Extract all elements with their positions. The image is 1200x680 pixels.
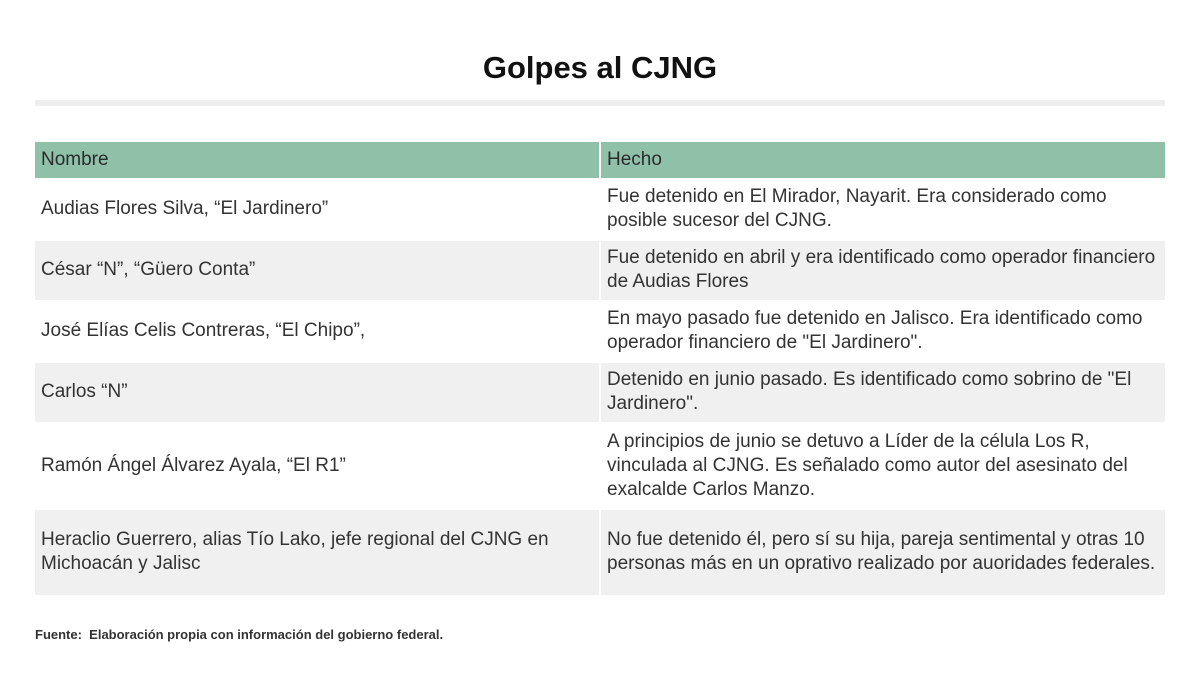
source-note: Fuente: Elaboración propia con información del gobierno federal. xyxy=(35,627,444,642)
table-row xyxy=(35,362,1165,423)
column-header-hecho: Hecho xyxy=(600,142,1165,179)
table-header-row xyxy=(35,142,1165,179)
cell-hecho: No fue detenido él, pero sí su hija, pareja sentimental y otras 10 personas más en un oprativo realizado por auoridades federales. xyxy=(600,509,1165,595)
cell-nombre: Carlos “N” xyxy=(35,362,600,423)
table-row xyxy=(35,179,1165,240)
cell-hecho: Detenido en junio pasado. Es identificado como sobrino de "El Jardinero". xyxy=(600,362,1165,423)
table-row xyxy=(35,423,1165,509)
table-row xyxy=(35,301,1165,362)
cell-hecho: Fue detenido en abril y era identificado como operador financiero de Audias Flores xyxy=(600,240,1165,301)
table-row xyxy=(35,240,1165,301)
cell-nombre: Audias Flores Silva, “El Jardinero” xyxy=(35,179,600,240)
facts-table xyxy=(35,142,1165,595)
cell-hecho: Fue detenido en El Mirador, Nayarit. Era considerado como posible sucesor del CJNG. xyxy=(600,179,1165,240)
cell-nombre: Ramón Ángel Álvarez Ayala, “El R1” xyxy=(35,423,600,509)
table-row xyxy=(35,509,1165,595)
title-divider xyxy=(35,100,1165,106)
page-title: Golpes al CJNG xyxy=(482,50,718,85)
cell-nombre: César “N”, “Güero Conta” xyxy=(35,240,600,301)
column-header-nombre: Nombre xyxy=(35,142,600,179)
cell-hecho: A principios de junio se detuvo a Líder de la célula Los R, vinculada al CJNG. Es señalado como autor del asesinato del exalcalde Carlos Manzo. xyxy=(600,423,1165,509)
cell-hecho: En mayo pasado fue detenido en Jalisco. Era identificado como operador financiero de "El Jardinero". xyxy=(600,301,1165,362)
cell-nombre: José Elías Celis Contreras, “El Chipo”, xyxy=(35,301,600,362)
cell-nombre: Heraclio Guerrero, alias Tío Lako, jefe regional del CJNG en Michoacán y Jalisc xyxy=(35,509,600,595)
